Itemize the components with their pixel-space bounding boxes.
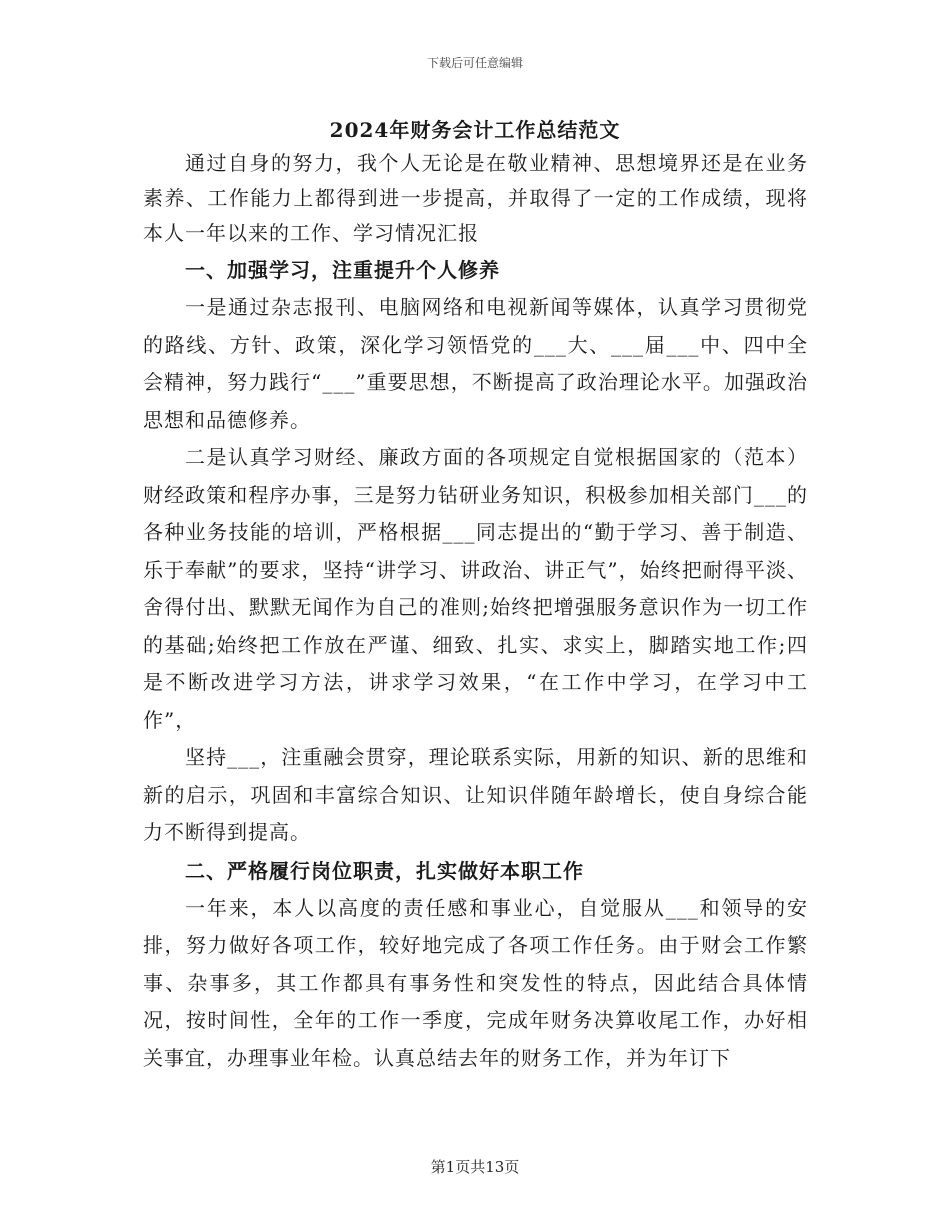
section-heading-1: 一、加强学习，注重提升个人修养: [185, 258, 500, 282]
paragraph-study-2: 二是认真学习财经、廉政方面的各项规定自觉根据国家的（范本）财经政策和程序办事，三是努力钻研业务知识，积极参加相关部门___的各种业务技能的培训，严格根据___同志提出的“勤于学习、善于制造、乐于奉献”的要求，坚持“讲学习、讲政治、讲正气”，始终把耐得平淡、舍得付出、默默无闻作为自己的准则;始终把增强服务意识作为一切工作的基础;始终把工作放在严谨、细致、扎实、求实上，脚踏实地工作;四是不断改进学习方法，讲求学习效果，“在工作中学习，在学习中工作”，: [143, 445, 808, 732]
section-heading-2: 二、严格履行岗位职责，扎实做好本职工作: [185, 858, 584, 883]
paragraph-duty-1: 一年来，本人以高度的责任感和事业心，自觉服从___和领导的安排，努力做好各项工作，较好地完成了各项工作任务。由于财会工作繁事、杂事多，其工作都具有事务性和突发性的特点，因此结合具体情况，按时间性，全年的工作一季度，完成年财务决算收尾工作，办好相关事宜，办理事业年检。认真总结去年的财务工作，并为年订下: [143, 895, 808, 1070]
paragraph-intro: 通过自身的努力，我个人无论是在敬业精神、思想境界还是在业务素养、工作能力上都得到进一步提高，并取得了一定的工作成绩，现将本人一年以来的工作、学习情况汇报: [143, 151, 808, 245]
header-note: 下载后可任意编辑: [426, 56, 523, 70]
paragraph-study-3: 坚持___，注重融会贯穿，理论联系实际，用新的知识、新的思维和新的启示，巩固和丰富综合知识、让知识伴随年龄增长，使自身综合能力不断得到提高。: [143, 745, 808, 844]
page-number: 第1页共13页: [430, 1158, 520, 1176]
paragraph-study-1: 一是通过杂志报刊、电脑网络和电视新闻等媒体，认真学习贯彻党的路线、方针、政策，深化学习领悟党的___大、___届___中、四中全会精神，努力践行“___”重要思想，不断提高了政治理论水平。加强政治思想和品德修养。: [143, 295, 808, 432]
document-body: [143, 146, 808, 1077]
document-title: 2024年财务会计工作总结范文: [329, 118, 621, 142]
